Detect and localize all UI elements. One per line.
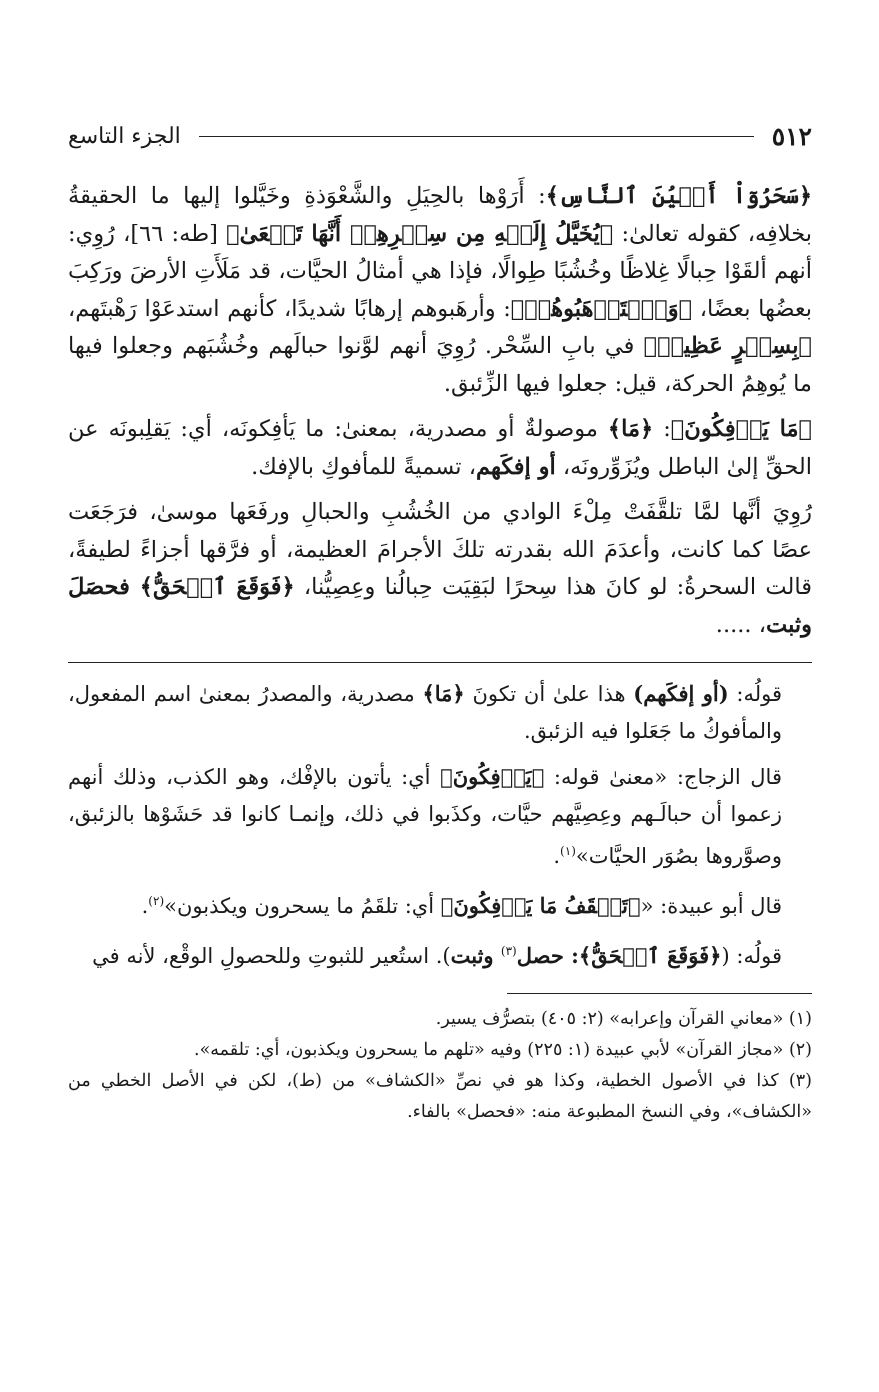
page-header [68,118,812,154]
quran-verse: ﴿بِسِحۡرٍ عَظِيمٖ﴾ [643,333,812,359]
bold-phrase: (أو إفكَهم) [633,681,729,706]
bold-phrase: أو إفكَهم [475,453,556,480]
footnote-1: (١) «معاني القرآن وإعرابه» (٢: ٤٠٥) بتصرُّف يسير. [435,1009,812,1029]
footnote-ref: (٢) [148,894,165,908]
text-span: رُوِيَ أنَّها لمَّا تلقَّفَتْ مِلْءَ الوادي من الخُشُبِ والحبالِ ورفَعَها موسىٰ، فرَجَعَت عصًا كما كانت، وأعدَمَ الله بقدرته تلكَ الأجرامَ العظيمة، أو فرَّقها أجزاءً لطيفةً، قالت السحرةُ: لو كانَ هذا سِحرًا لبَقِيَت حِبالُنا وعِصِيُّنا، [68,499,812,600]
footnote-2: (٢) «مجاز القرآن» لأبي عبيدة (١: ٢٢٥) وفيه «تلهم ما يسحرون ويكذبون، أي: تلقمه». [194,1040,812,1060]
main-text [68,178,812,644]
running-title: الجزء التاسع [68,123,181,149]
quran-verse: ﴿سَحَرُوٓاْ أَعۡيُنَ ٱلنَّاسِ﴾ [545,183,813,209]
quran-verse: ﴿فَوَقَعَ ٱلۡحَقُّ﴾ [578,943,722,968]
footnotes [68,1004,812,1128]
footnote-ref: (٣) [500,944,517,958]
text-span: مصدرية، والمصدرُ بمعنىٰ اسم المفعول، والمأفوكُ ما جَعَلوا فيه الزئبق. [68,682,782,743]
text-span: ، تسميةً للمأفوكِ بالإفك. [251,453,476,480]
text-span: أي: تلقَمُ ما يسحرون ويكذبون» [164,894,441,918]
commentary-paragraph-4 [68,933,812,975]
text-span: : [653,416,671,442]
text-span: . [141,894,149,918]
main-paragraph-3 [68,494,812,644]
bold-phrase: فحصَلَ وثبت [68,574,812,638]
text-span: هذا علىٰ أن تكونَ [464,682,634,706]
page-number: ٥١٢ [771,121,812,151]
footnote-3: (٣) كذا في الأصول الخطية، وكذا هو في نصِّ «الكشاف» من (ط)، لكن في الأصل الخطي من «الكشاف»، وفي النسخ المطبوعة منه: «فحصل» بالفاء. [68,1071,812,1122]
quran-verse: ﴿مَا﴾ [607,416,654,442]
text-span: : أَرَوْها بالحِيَلِ والشَّعْوَذةِ وخَيَّلوا إليها ما الحقيقةُ بخلافِه، كقوله تعالىٰ: [68,183,812,247]
book-page [68,118,812,1128]
commentary-paragraph-1 [68,675,812,750]
main-paragraph-1 [68,178,812,403]
text-span: ، ..... [715,611,766,638]
text-span: في بابِ السِّحْر. رُوِيَ أنهم لوَّنوا حبالَهم وخُشُبَهم وجعلوا فيها ما يُوهِمُ الحركة، قيل: جعلوا فيها الزِّئبق. [68,333,812,397]
quran-verse: ﴿يَأۡفِكُونَ﴾ [440,764,545,789]
text-span: أي: يأتون بالإفْك، وهو الكذب، وذلك أنهم زعموا أن حبالَـهم وعِصِيَّهم حيَّات، وكذَبوا في ذلك، وإنمـا كانوا قد حَشَوْها بالزئبق، وصوَّروها بصُوَر الحيَّات» [68,765,782,868]
quran-verse: ﴿تَلۡقَفُ مَا يَأۡفِكُونَ﴾ [440,893,641,918]
bold-phrase: : حصل [516,943,579,968]
text-span: [طه: ٦٦]، رُوِي: أنهم ألقَوْا حِبالًا غِلاظًا وخُشُبًا طِوالًا، فإذا هي أمثالُ الحيَّات، قد مَلَأَتِ الأرضَ ورَكِبَ بعضُها بعضًا، [68,220,812,322]
quran-verse: ﴿مَا يَأۡفِكُونَ﴾ [670,416,813,442]
text-span: : وأرهَبوهم إرهابًا شديدًا، كأنهم استدعَوْا رَهْبتَهم، [68,295,511,322]
text-span: قال الزجاج: «معنىٰ قوله: [544,765,782,789]
quran-verse: ﴿مَا﴾ [422,681,465,706]
text-span: . [553,844,561,868]
commentary-paragraph-3 [68,883,812,925]
bold-phrase: وثبت [450,943,501,968]
text-span: قولُه: ( [721,944,782,968]
header-rule [199,136,754,137]
commentary-divider [68,662,812,663]
quran-verse: ﴿فَوَقَعَ ٱلۡحَقُّ﴾ [139,574,295,600]
text-span: موصولةٌ أو مصدرية، بمعنىٰ: ما يَأفِكونَه، أي: يَقلِبونَه عن الحقِّ إلىٰ الباطل ويُزَوِّرونَه، [68,416,812,480]
footnote-ref: (١) [560,844,576,858]
text-span: قولُه: [728,682,782,706]
text-span: ). استُعير للثبوتِ وللحصولِ الوقْع، لأنه في [92,944,451,968]
main-paragraph-2 [68,411,812,486]
footnote-divider [507,993,812,994]
commentary [68,675,812,975]
quran-verse: ﴿وَٱسۡتَرۡهَبُوهُمۡ﴾ [510,295,693,322]
commentary-paragraph-2 [68,758,812,875]
text-span: قال أبو عبيدة: « [640,894,782,918]
quran-verse: ﴿يُخَيَّلُ إِلَيۡهِ مِن سِحۡرِهِمۡ أَنَّهَا تَسۡعَىٰ﴾ [226,220,614,247]
